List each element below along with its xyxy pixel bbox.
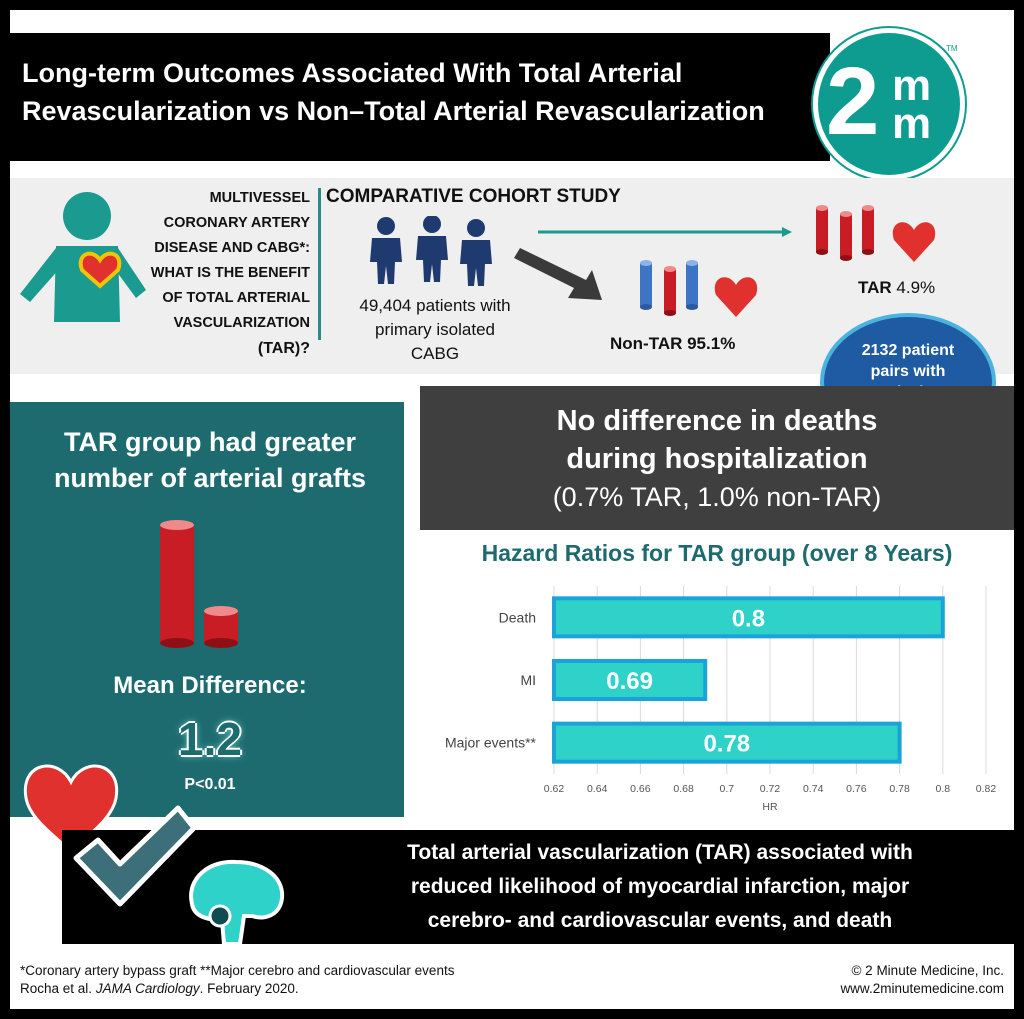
grafts-title-line: number of arterial grafts (53, 463, 367, 493)
nontar-label: Non-TAR 95.1% (610, 334, 736, 353)
deaths-line: during hospitalization (566, 443, 868, 475)
patients-line: primary isolated (375, 320, 495, 339)
patients-line: CABG (410, 344, 460, 363)
mean-difference-label: Mean Difference: (113, 672, 307, 699)
question-line: MULTIVESSEL (209, 190, 310, 206)
copyright-block (740, 962, 1004, 998)
mean-difference-value: 1.2 (178, 713, 242, 765)
tar-label (858, 278, 935, 298)
hazard-ratio-chart (420, 578, 1010, 818)
deaths-line: (0.7% TAR, 1.0% non-TAR) (552, 482, 882, 512)
deaths-line: No difference in deaths (556, 405, 878, 437)
x-tick-label: 0.7 (719, 783, 735, 795)
x-axis-label: HR (762, 801, 778, 813)
logo-m-top: m (892, 61, 932, 110)
x-tick-label: 0.78 (889, 783, 910, 795)
question-line: OF TOTAL ARTERIAL (162, 290, 310, 306)
deaths-text (420, 402, 1014, 516)
heart-icon (893, 222, 935, 262)
logo-trademark: TM (946, 44, 958, 53)
citation-date: . February 2020. (199, 981, 299, 996)
people-icon (364, 216, 504, 286)
value-label: 0.8 (731, 605, 766, 633)
section-divider (318, 188, 321, 340)
graft-cylinders-icon (150, 515, 250, 655)
x-tick-label: 0.68 (673, 783, 694, 795)
pairs-line: 2132 patient (861, 342, 955, 359)
tar-cylinders-icon (812, 200, 942, 270)
category-label: Death (498, 609, 536, 626)
x-tick-label: 0.64 (586, 783, 608, 795)
conclusion-line: Total arterial vascularization (TAR) associated with (407, 841, 913, 864)
cohort-title: COMPARATIVE COHORT STUDY (326, 186, 621, 207)
patients-description (335, 294, 535, 366)
checkmark-icon (68, 800, 198, 920)
logo-m-bottom: m (892, 99, 932, 148)
grafts-title (40, 424, 380, 496)
tar-name: TAR (858, 278, 892, 297)
tar-pct: 4.9% (896, 278, 936, 297)
citation (20, 980, 454, 998)
logo-two: 2 (826, 48, 876, 155)
question-line: CORONARY ARTERY (163, 215, 310, 231)
conclusion-line: reduced likelihood of myocardial infarction, major (410, 875, 910, 898)
question-line: DISEASE AND CABG*: (154, 240, 310, 256)
value-label: 0.69 (606, 668, 653, 695)
page-title (22, 54, 802, 130)
chart-title: Hazard Ratios for TAR group (over 8 Years) (481, 540, 953, 566)
title-line-1: Long-term Outcomes Associated With Total Arterial (22, 58, 683, 88)
website-link[interactable]: www.2minutemedicine.com (840, 981, 1004, 996)
conclusion-text (355, 836, 965, 938)
question-text (148, 186, 310, 361)
question-line: WHAT IS THE BENEFIT (150, 265, 310, 281)
x-tick-label: 0.66 (630, 783, 651, 795)
x-tick-label: 0.62 (543, 783, 565, 795)
footnotes (20, 962, 454, 998)
brain-icon (180, 854, 290, 946)
nontar-cylinders-icon (636, 255, 766, 325)
pairs-line: pairs with (870, 363, 946, 380)
patient-figure-icon (12, 190, 152, 330)
category-label: MI (520, 672, 536, 688)
x-tick-label: 0.74 (802, 783, 824, 795)
x-tick-label: 0.76 (846, 783, 867, 795)
value-label: 0.78 (703, 730, 751, 758)
copyright: © 2 Minute Medicine, Inc. (851, 963, 1004, 978)
arrow-to-nontar-icon (514, 248, 602, 300)
footnote: *Coronary artery bypass graft **Major cerebro and cardiovascular events (20, 963, 455, 978)
citation-authors: Rocha et al. (20, 981, 93, 996)
heart-icon (715, 277, 757, 317)
category-label: Major events** (444, 734, 536, 751)
x-tick-label: 0.8 (935, 783, 951, 795)
question-line: VASCULARIZATION (173, 315, 310, 331)
conclusion-line: cerebro- and cardiovascular events, and death (427, 909, 893, 932)
title-line-2: Revascularization vs Non–Total Arterial Revascularization (22, 96, 765, 126)
x-tick-label: 0.72 (759, 783, 781, 795)
grafts-title-line: TAR group had greater (63, 427, 357, 457)
citation-journal: JAMA Cardiology (95, 981, 200, 996)
x-tick-label: 0.82 (975, 783, 997, 795)
patients-line: 49,404 patients with (359, 296, 511, 315)
question-line: (TAR)? (257, 340, 310, 357)
p-value: P<0.01 (184, 776, 236, 793)
